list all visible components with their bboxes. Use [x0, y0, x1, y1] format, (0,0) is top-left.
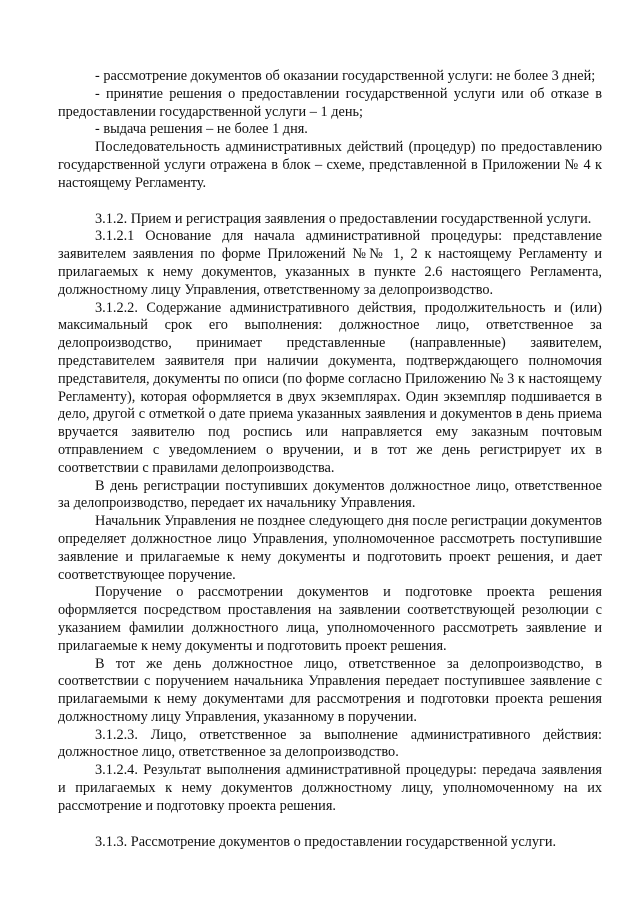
- paragraph-resolution: Поручение о рассмотрении документов и подготовке проекта решения оформляется посредством проставления на заявлении соответствующей резолюции с указанием фамилии должностного лица, уполномоченного рассмотреть заявление и прилагаемые к нему документы и подготовить проект решения.: [58, 584, 602, 654]
- paragraph-3-1-2-4: 3.1.2.4. Результат выполнения административной процедуры: передача заявления и прилагаемых к нему документов должностному лицу, уполномоченному на их рассмотрение и подготовку проекта решения.: [58, 762, 602, 814]
- paragraph-3-1-2-1: 3.1.2.1 Основание для начала административной процедуры: представление заявителем заявления по форме Приложений №№ 1, 2 к настоящему Регламенту и прилагаемых к нему документов, указанных в пункте 2.6 настоящего Регламента, должностному лицу Управления, ответственному за делопроизводство.: [58, 228, 602, 298]
- paragraph-registration-day: В день регистрации поступивших документов должностное лицо, ответственное за делопроизводство, передает их начальнику Управления.: [58, 477, 602, 512]
- section-heading-3-1-3: 3.1.3. Рассмотрение документов о предоставлении государственной услуги.: [95, 833, 557, 850]
- spacer: [58, 193, 602, 211]
- paragraph-sequence: Последовательность административных действий (процедур) по предоставлению государственной услуги отражена в блок – схеме, представленной в Приложении № 4 к настоящему Регламенту.: [58, 139, 602, 191]
- section-heading-3-1-2: 3.1.2. Прием и регистрация заявления о предоставлении государственной услуги.: [95, 210, 592, 227]
- paragraph-3-1-2-3: 3.1.2.3. Лицо, ответственное за выполнение административного действия: должностное лицо, ответственное за делопроизводство.: [58, 726, 602, 761]
- spacer: [58, 816, 602, 834]
- paragraph-issue-term: - выдача решения – не более 1 дня.: [95, 121, 308, 138]
- paragraph-decision-term: - принятие решения о предоставлении государственной услуги или об отказе в предоставлении государственной услуги – 1 день;: [58, 85, 602, 120]
- paragraph-3-1-2-2: 3.1.2.2. Содержание административного действия, продолжительность и (или) максимальный срок его выполнения: должностное лицо, ответственное за делопроизводство, принимает представленные (направленные) заявителем, представителем заявителя при наличии документа, подтверждающего полномочия представителя, документы по описи (по форме согласно Приложению № 3 к настоящему Регламенту), которая оформляется в двух экземплярах. Один экземпляр подшивается в дело, другой с отметкой о дате приема указанных заявления и документов в день приема вручается заявителю под роспись или направляется ему заказным почтовым отправлением с уведомлением о вручении, и в тот же день регистрирует их в соответствии с правилами делопроизводства.: [58, 299, 602, 476]
- paragraph-transfer: В тот же день должностное лицо, ответственное за делопроизводство, в соответствии с поручением начальника Управления передает поступившее заявление с прилагаемыми к нему документами для рассмотрения и подготовки проекта решения должностному лицу Управления, указанному в поручении.: [58, 655, 602, 725]
- paragraph-review-term: - рассмотрение документов об оказании государственной услуги: не более 3 дней;: [95, 68, 596, 84]
- paragraph-head-assignment: Начальник Управления не позднее следующего дня после регистрации документов определяет должностное лицо Управления, уполномоченное рассмотреть поступившие заявление и прилагаемые к нему документы и подготовить проект решения, и дает соответствующее поручение.: [58, 513, 602, 583]
